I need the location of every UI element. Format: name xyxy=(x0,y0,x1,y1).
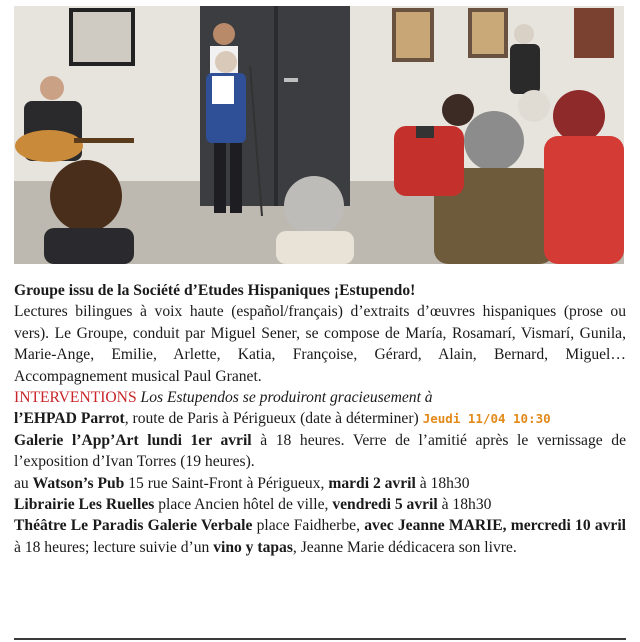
event-details: , route de Paris à Périgueux (date à déterminer) xyxy=(124,410,419,428)
event-suffix: à 18h30 xyxy=(415,474,470,492)
event-venue: Théâtre Le Paradis Galerie Verbale xyxy=(14,517,253,535)
article xyxy=(14,280,626,558)
event-date-badge: Jeudi 11/04 10:30 xyxy=(422,411,551,427)
event-details: à 18 heures. Verre de l’amitié après le vernissage de l’exposition d’Ivan Torres (19 heures). xyxy=(14,431,626,471)
event-item xyxy=(14,408,626,429)
event-suffix: à 18h30 xyxy=(437,496,492,514)
event-end: , Jeanne Marie dédicacera son livre. xyxy=(292,538,517,556)
article-description: Lectures bilingues à voix haute (español/français) d’extraits d’œuvres hispaniques (prose ou vers). Le Groupe, conduit par Miguel Sener, se compose de María, Rosamarí, Vismarí, Gunila, Marie-Ange, Emilie, Arlette, Katia, Françoise, Gérard, Alain, Bernard, Miguel… Accompagnement musical Paul Granet. xyxy=(14,303,626,385)
event-details: place Ancien hôtel de ville, xyxy=(154,496,333,514)
event-details: 15 rue Saint-Front à Périgueux, xyxy=(124,474,329,492)
event-details: place Faidherbe, xyxy=(252,517,365,535)
interventions-intro-text: Los Estupendos se produiront gracieusement à xyxy=(140,389,433,407)
interventions-intro xyxy=(14,387,626,408)
interventions-heading: INTERVENTIONS xyxy=(14,389,137,407)
event-photo xyxy=(14,6,624,264)
event-venue: l’EHPAD Parrot xyxy=(14,410,125,428)
event-venue: Watson’s Pub xyxy=(32,474,125,492)
event-item xyxy=(14,430,626,473)
event-date: vendredi 5 avril xyxy=(332,496,438,514)
event-venue: Librairie Les Ruelles xyxy=(14,496,155,514)
event-drinks: vino y tapas xyxy=(213,538,293,556)
event-venue: Galerie l’App’Art xyxy=(14,431,139,449)
event-date: lundi 1er avril xyxy=(147,431,252,449)
event-item xyxy=(14,473,626,494)
event-date: mardi 2 avril xyxy=(328,474,416,492)
event-date: mercredi 10 avril xyxy=(510,517,627,535)
event-prefix: au xyxy=(14,474,33,492)
event-item xyxy=(14,494,626,515)
event-suffix: à 18 heures; lecture suivie d’un xyxy=(14,538,214,556)
photo-illustration xyxy=(14,6,624,264)
event-guest: avec Jeanne MARIE xyxy=(364,517,503,535)
event-sep: , xyxy=(502,517,511,535)
event-item xyxy=(14,515,626,558)
bottom-divider xyxy=(14,638,626,640)
article-title: Groupe issu de la Société d’Etudes Hispaniques ¡Estupendo! xyxy=(14,282,416,299)
